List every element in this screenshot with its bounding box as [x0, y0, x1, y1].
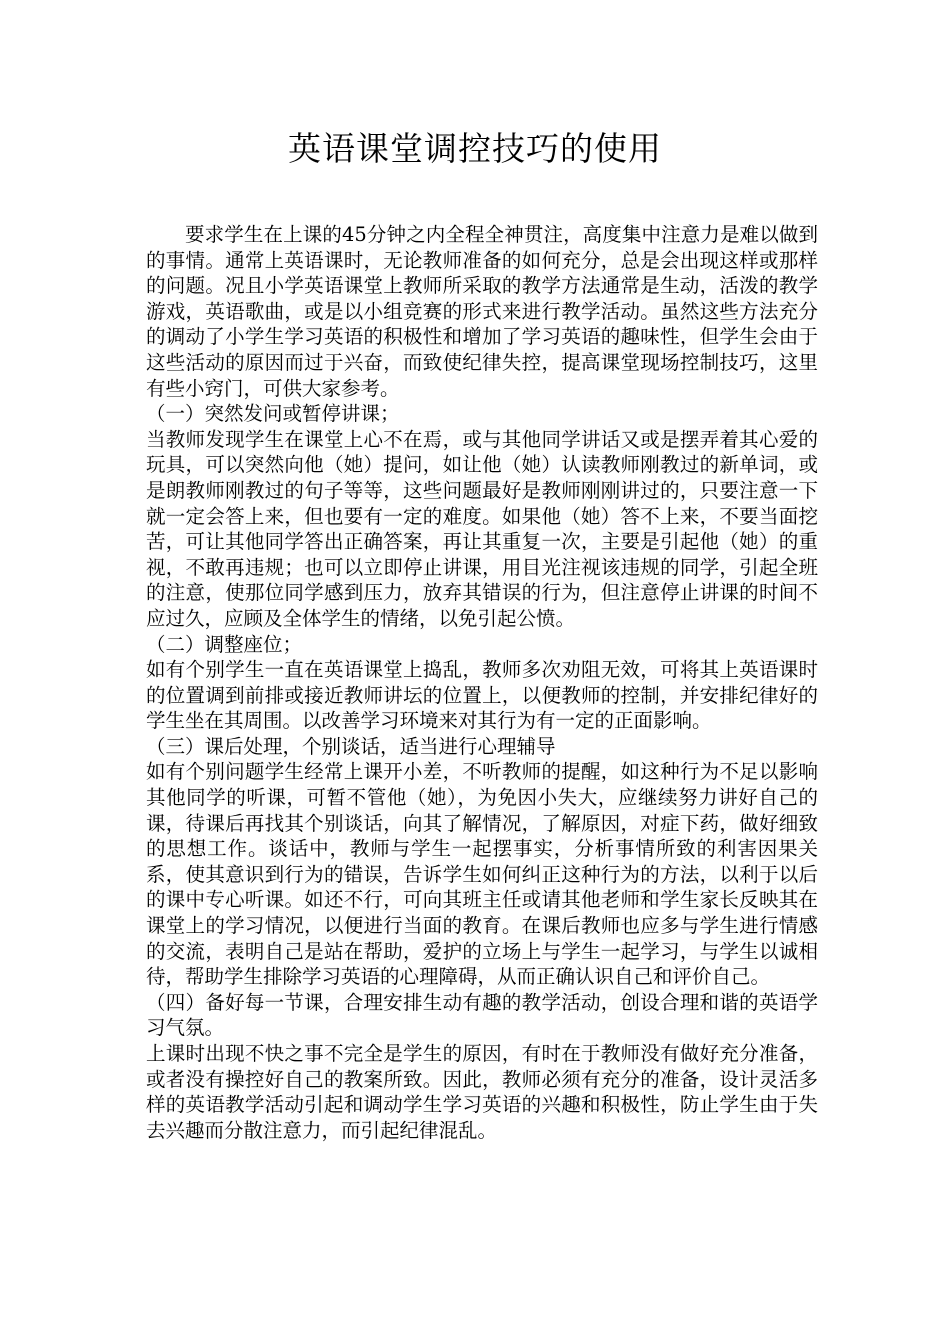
- section-paragraph-1: 当教师发现学生在课堂上心不在焉，或与其他同学讲话又或是摆弄着其心爱的玩具，可以突然向他（她）提问，如让他（她）认读教师刚教过的新单词，或是朗教师刚教过的句子等等，这些问题最好是教师刚刚讲过的，只要注意一下就一定会答上来，但也要有一定的难度。如果他（她）答不上来，不要当面挖苦，可让其他同学答出正确答案，再让其重复一次，主要是引起他（她）的重视，不敢再违规；也可以立即停止讲课，用目光注视该违规的同学，引起全班的注意，使那位同学感到压力，放弃其错误的行为，但注意停止讲课的时间不应过久，应顾及全体学生的情绪，以免引起公愤。: [146, 427, 818, 630]
- section-paragraph-3: 如有个别问题学生经常上课开小差，不听教师的提醒，如这种行为不足以影响其他同学的听课，可暂不管他（她），为免因小失大，应继续努力讲好自己的课，待课后再找其个别谈话，向其了解情况，了解原因，对症下药，做好细致的思想工作。谈话中，教师与学生一起摆事实，分析事情所致的利害因果关系，使其意识到行为的错误，告诉学生如何纠正这种行为的方法，以利于以后的课中专心听课。如还不行，可向其班主任或请其他老师和学生家长反映其在课堂上的学习情况，以便进行当面的教育。在课后教师也应多与学生进行情感的交流，表明自己是站在帮助，爱护的立场上与学生一起学习，与学生以诚相待，帮助学生排除学习英语的心理障碍，从而正确认识自己和评价自己。: [146, 760, 818, 989]
- section-heading-4: （四）备好每一节课，合理安排生动有趣的教学活动，创设合理和谐的英语学习气氛。: [146, 990, 818, 1040]
- intro-paragraph: 要求学生在上课的45分钟之内全程全神贯注，高度集中注意力是难以做到的事情。通常上英语课时，无论教师准备的如何充分，总是会出现这样或那样的问题。况且小学英语课堂上教师所采取的教学方法通常是生动，活泼的教学游戏，英语歌曲，或是以小组竞赛的形式来进行教学活动。虽然这些方法充分的调动了小学生学习英语的积极性和增加了学习英语的趣味性，但学生会由于这些活动的原因而过于兴奋，而致使纪律失控，提高课堂现场控制技巧，这里有些小窍门，可供大家参考。: [146, 223, 818, 400]
- section-heading-2: （二）调整座位；: [146, 632, 303, 656]
- section-paragraph-2: 如有个别学生一直在英语课堂上捣乱，教师多次劝阻无效，可将其上英语课时的位置调到前排或接近教师讲坛的位置上，以便教师的控制，并安排纪律好的学生坐在其周围。以改善学习环境来对其行为有一定的正面影响。: [146, 658, 818, 733]
- section-heading-3: （三）课后处理，个别谈话，适当进行心理辅导: [146, 734, 556, 758]
- section-paragraph-4: 上课时出现不快之事不完全是学生的原因，有时在于教师没有做好充分准备，或者没有操控好自己的教案所致。因此，教师必须有充分的准备，设计灵活多样的英语教学活动引起和调动学生学习英语的兴趣和积极性，防止学生由于失去兴趣而分散注意力，而引起纪律混乱。: [146, 1042, 818, 1142]
- document-body: [146, 222, 818, 1143]
- document-title: 英语课堂调控技巧的使用: [288, 129, 662, 168]
- section-heading-1: （一）突然发问或暂停讲课；: [146, 402, 400, 426]
